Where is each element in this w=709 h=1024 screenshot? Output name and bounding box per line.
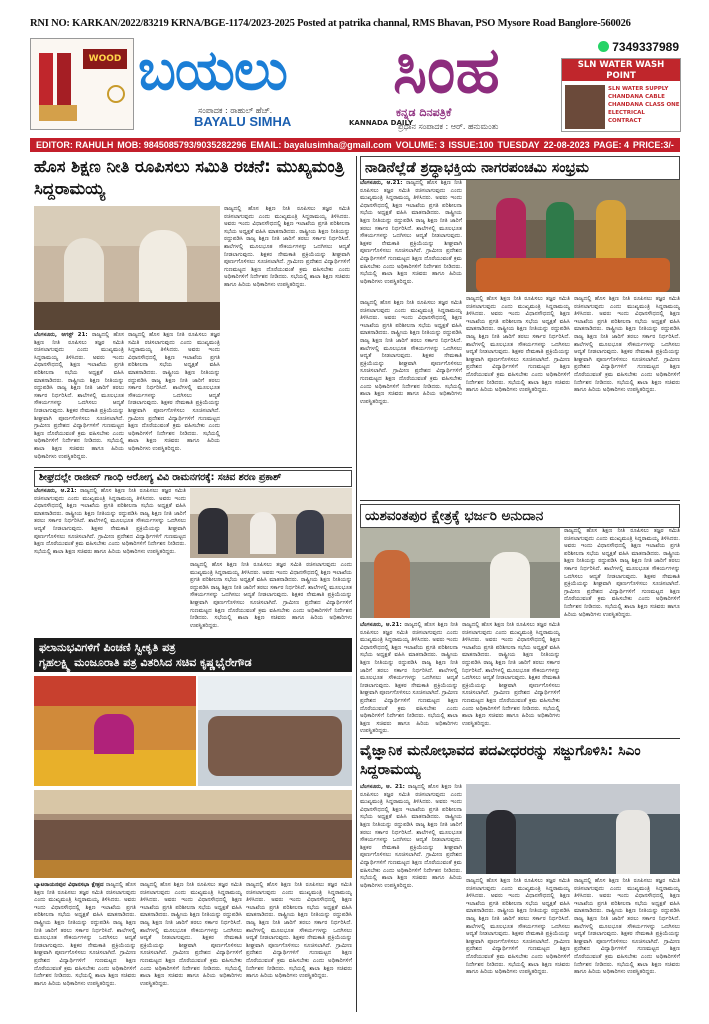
- price: PRICE:3/-: [632, 140, 674, 150]
- photo-group-event: [34, 790, 352, 878]
- volume: VOLUME: 3: [395, 140, 445, 150]
- subeditor-line: ಪ್ರಧಾನ ಸಂಪಾದಕ : ಆರ್. ಹನುಮಂತು: [398, 122, 499, 131]
- body-text: ರಾಜ್ಯದಲ್ಲಿ ಹೊಸ ಶಿಕ್ಷಣ ನೀತಿ ರೂಪಿಸಲು ತಜ್ಞರ ಸಮಿತಿ ರಚಿಸಲಾಗುವುದು ಎಂದು ಮುಖ್ಯಮಂತ್ರಿ ಸಿದ್ದರಾಮಯ್ಯ ತಿಳಿಸಿದರು. ಅವರು ಇಂದು ವಿಧಾನಸೌಧದಲ್ಲಿ ಶಿಕ್ಷಣ ಇಲಾಖೆಯ ಪ್ರಗತಿ ಪರಿಶೀಲನಾ ಸಭೆಯ ಅಧ್ಯಕ್ಷತೆ ವಹಿಸಿ ಮಾತನಾಡಿದರು. ರಾಷ್ಟ್ರೀಯ ಶಿಕ್ಷಣ ನೀತಿಯನ್ನು ರದ್ದುಪಡಿಸಿ ರಾಜ್ಯ ಶಿಕ್ಷಣ ನೀತಿ ಜಾರಿಗೆ ತರಲು ಸರ್ಕಾರ ನಿರ್ಧರಿಸಿದೆ. ಶಾಲೆಗಳಲ್ಲಿ ಮೂಲಭೂತ ಸೌಕರ್ಯಗಳನ್ನು ಒದಗಿಸಲು ಆದ್ಯತೆ ನೀಡಲಾಗುವುದು. ಶಿಕ್ಷಕರ ನೇಮಕಾತಿ ಪ್ರಕ್ರಿಯೆಯನ್ನು ಶೀಘ್ರವಾಗಿ ಪೂರ್ಣಗೊಳಿಸಲು ಸೂಚಿಸಲಾಗಿದೆ. ಗ್ರಾಮೀಣ ಪ್ರದೇಶದ ವಿದ್ಯಾರ್ಥಿಗಳಿಗೆ ಗುಣಮಟ್ಟದ ಶಿಕ್ಷಣ ದೊರೆಯುವಂತೆ ಕ್ರಮ ವಹಿಸಬೇಕು ಎಂದು ಅಧಿಕಾರಿಗಳಿಗೆ ನಿರ್ದೇಶನ ನೀಡಿದರು. ಸಭೆಯಲ್ಲಿ ಶಾಲಾ ಶಿಕ್ಷಣ ಸಚಿವರು ಹಾಗೂ ಹಿರಿಯ ಅಧಿಕಾರಿಗಳು ಉಪಸ್ಥಿತರಿದ್ದರು.: [34, 488, 186, 555]
- whatsapp-number-text: 7349337989: [612, 40, 679, 54]
- masthead-title-part1: ಬಯಲು: [138, 38, 287, 103]
- body-text: ರಾಜ್ಯದಲ್ಲಿ ಹೊಸ ಶಿಕ್ಷಣ ನೀತಿ ರೂಪಿಸಲು ತಜ್ಞರ ಸಮಿತಿ ರಚಿಸಲಾಗುವುದು ಎಂದು ಮುಖ್ಯಮಂತ್ರಿ ಸಿದ್ದರಾಮಯ್ಯ ತಿಳಿಸಿದರು. ಅವರು ಇಂದು ವಿಧಾನಸೌಧದಲ್ಲಿ ಶಿಕ್ಷಣ ಇಲಾಖೆಯ ಪ್ರಗತಿ ಪರಿಶೀಲನಾ ಸಭೆಯ ಅಧ್ಯಕ್ಷತೆ ವಹಿಸಿ ಮಾತನಾಡಿದರು. ರಾಷ್ಟ್ರೀಯ ಶಿಕ್ಷಣ ನೀತಿಯನ್ನು ರದ್ದುಪಡಿಸಿ ರಾಜ್ಯ ಶಿಕ್ಷಣ ನೀತಿ ಜಾರಿಗೆ ತರಲು ಸರ್ಕಾರ ನಿರ್ಧರಿಸಿದೆ. ಶಾಲೆಗಳಲ್ಲಿ ಮೂಲಭೂತ ಸೌಕರ್ಯಗಳನ್ನು ಒದಗಿಸಲು ಆದ್ಯತೆ ನೀಡಲಾಗುವುದು. ಶಿಕ್ಷಕರ ನೇಮಕಾತಿ ಪ್ರಕ್ರಿಯೆಯನ್ನು ಶೀಘ್ರವಾಗಿ ಪೂರ್ಣಗೊಳಿಸಲು ಸೂಚಿಸಲಾಗಿದೆ. ಗ್ರಾಮೀಣ ಪ್ರದೇಶದ ವಿದ್ಯಾರ್ಥಿಗಳಿಗೆ ಗುಣಮಟ್ಟದ ಶಿಕ್ಷಣ ದೊರೆಯುವಂತೆ ಕ್ರಮ ವಹಿಸಬೇಕು ಎಂದು ಅಧಿಕಾರಿಗಳಿಗೆ ನಿರ್ದೇಶನ ನೀಡಿದರು. ಸಭೆಯಲ್ಲಿ ಶಾಲಾ ಶಿಕ್ಷಣ ಸಚಿವರು ಹಾಗೂ ಹಿರಿಯ ಅಧಿಕಾರಿಗಳು ಉಪಸ್ಥಿತರಿದ್ದರು.: [360, 622, 458, 734]
- article-body: [34, 332, 124, 464]
- article-body: [360, 180, 462, 296]
- article-body: ರಾಜ್ಯದಲ್ಲಿ ಹೊಸ ಶಿಕ್ಷಣ ನೀತಿ ರೂಪಿಸಲು ತಜ್ಞರ ಸಮಿತಿ ರಚಿಸಲಾಗುವುದು ಎಂದು ಮುಖ್ಯಮಂತ್ರಿ ಸಿದ್ದರಾಮಯ್ಯ ತಿಳಿಸಿದರು. ಅವರು ಇಂದು ವಿಧಾನಸೌಧದಲ್ಲಿ ಶಿಕ್ಷಣ ಇಲಾಖೆಯ ಪ್ರಗತಿ ಪರಿಶೀಲನಾ ಸಭೆಯ ಅಧ್ಯಕ್ಷತೆ ವಹಿಸಿ ಮಾತನಾಡಿದರು. ರಾಷ್ಟ್ರೀಯ ಶಿಕ್ಷಣ ನೀತಿಯನ್ನು ರದ್ದುಪಡಿಸಿ ರಾಜ್ಯ ಶಿಕ್ಷಣ ನೀತಿ ಜಾರಿಗೆ ತರಲು ಸರ್ಕಾರ ನಿರ್ಧರಿಸಿದೆ. ಶಾಲೆಗಳಲ್ಲಿ ಮೂಲಭೂತ ಸೌಕರ್ಯಗಳನ್ನು ಒದಗಿಸಲು ಆದ್ಯತೆ ನೀಡಲಾಗುವುದು. ಶಿಕ್ಷಕರ ನೇಮಕಾತಿ ಪ್ರಕ್ರಿಯೆಯನ್ನು ಶೀಘ್ರವಾಗಿ ಪೂರ್ಣಗೊಳಿಸಲು ಸೂಚಿಸಲಾಗಿದೆ. ಗ್ರಾಮೀಣ ಪ್ರದೇಶದ ವಿದ್ಯಾರ್ಥಿಗಳಿಗೆ ಗುಣಮಟ್ಟದ ಶಿಕ್ಷಣ ದೊರೆಯುವಂತೆ ಕ್ರಮ ವಹಿಸಬೇಕು ಎಂದು ಅಧಿಕಾರಿಗಳಿಗೆ ನಿರ್ದೇಶನ ನೀಡಿದರು. ಸಭೆಯಲ್ಲಿ ಶಾಲಾ ಶಿಕ್ಷಣ ಸಚಿವರು ಹಾಗೂ ಹಿರಿಯ ಅಧಿಕಾರಿಗಳು ಉಪಸ್ಥಿತರಿದ್ದರು.: [246, 882, 352, 980]
- weekday: TUESDAY: [497, 140, 540, 150]
- headline-line: ಫಲಾನುಭವಿಗಳಿಗೆ ಪಿಂಚಣಿ ಸ್ವೀಕೃತಿ ಪತ್ರ: [39, 641, 176, 654]
- ad-services: [608, 85, 680, 125]
- body-text: ರಾಜ್ಯದಲ್ಲಿ ಹೊಸ ಶಿಕ್ಷಣ ನೀತಿ ರೂಪಿಸಲು ತಜ್ಞರ ಸಮಿತಿ ರಚಿಸಲಾಗುವುದು ಎಂದು ಮುಖ್ಯಮಂತ್ರಿ ಸಿದ್ದರಾಮಯ್ಯ ತಿಳಿಸಿದರು. ಅವರು ಇಂದು ವಿಧಾನಸೌಧದಲ್ಲಿ ಶಿಕ್ಷಣ ಇಲಾಖೆಯ ಪ್ರಗತಿ ಪರಿಶೀಲನಾ ಸಭೆಯ ಅಧ್ಯಕ್ಷತೆ ವಹಿಸಿ ಮಾತನಾಡಿದರು. ರಾಷ್ಟ್ರೀಯ ಶಿಕ್ಷಣ ನೀತಿಯನ್ನು ರದ್ದುಪಡಿಸಿ ರಾಜ್ಯ ಶಿಕ್ಷಣ ನೀತಿ ಜಾರಿಗೆ ತರಲು ಸರ್ಕಾರ ನಿರ್ಧರಿಸಿದೆ. ಶಾಲೆಗಳಲ್ಲಿ ಮೂಲಭೂತ ಸೌಕರ್ಯಗಳನ್ನು ಒದಗಿಸಲು ಆದ್ಯತೆ ನೀಡಲಾಗುವುದು. ಶಿಕ್ಷಕರ ನೇಮಕಾತಿ ಪ್ರಕ್ರಿಯೆಯನ್ನು ಶೀಘ್ರವಾಗಿ ಪೂರ್ಣಗೊಳಿಸಲು ಸೂಚಿಸಲಾಗಿದೆ. ಗ್ರಾಮೀಣ ಪ್ರದೇಶದ ವಿದ್ಯಾರ್ಥಿಗಳಿಗೆ ಗುಣಮಟ್ಟದ ಶಿಕ್ಷಣ ದೊರೆಯುವಂತೆ ಕ್ರಮ ವಹಿಸಬೇಕು ಎಂದು ಅಧಿಕಾರಿಗಳಿಗೆ ನಿರ್ದೇಶನ ನೀಡಿದರು. ಸಭೆಯಲ್ಲಿ ಶಾಲಾ ಶಿಕ್ಷಣ ಸಚಿವರು ಹಾಗೂ ಹಿರಿಯ ಅಧಿಕಾರಿಗಳು ಉಪಸ್ಥಿತರಿದ್ದರು.: [34, 332, 124, 460]
- issue: ISSUE:100: [448, 140, 494, 150]
- photo-beneficiaries: [198, 676, 352, 786]
- body-text: ರಾಜ್ಯದಲ್ಲಿ ಹೊಸ ಶಿಕ್ಷಣ ನೀತಿ ರೂಪಿಸಲು ತಜ್ಞರ ಸಮಿತಿ ರಚಿಸಲಾಗುವುದು ಎಂದು ಮುಖ್ಯಮಂತ್ರಿ ಸಿದ್ದರಾಮಯ್ಯ ತಿಳಿಸಿದರು. ಅವರು ಇಂದು ವಿಧಾನಸೌಧದಲ್ಲಿ ಶಿಕ್ಷಣ ಇಲಾಖೆಯ ಪ್ರಗತಿ ಪರಿಶೀಲನಾ ಸಭೆಯ ಅಧ್ಯಕ್ಷತೆ ವಹಿಸಿ ಮಾತನಾಡಿದರು. ರಾಷ್ಟ್ರೀಯ ಶಿಕ್ಷಣ ನೀತಿಯನ್ನು ರದ್ದುಪಡಿಸಿ ರಾಜ್ಯ ಶಿಕ್ಷಣ ನೀತಿ ಜಾರಿಗೆ ತರಲು ಸರ್ಕಾರ ನಿರ್ಧರಿಸಿದೆ. ಶಾಲೆಗಳಲ್ಲಿ ಮೂಲಭೂತ ಸೌಕರ್ಯಗಳನ್ನು ಒದಗಿಸಲು ಆದ್ಯತೆ ನೀಡಲಾಗುವುದು. ಶಿಕ್ಷಕರ ನೇಮಕಾತಿ ಪ್ರಕ್ರಿಯೆಯನ್ನು ಶೀಘ್ರವಾಗಿ ಪೂರ್ಣಗೊಳಿಸಲು ಸೂಚಿಸಲಾಗಿದೆ. ಗ್ರಾಮೀಣ ಪ್ರದೇಶದ ವಿದ್ಯಾರ್ಥಿಗಳಿಗೆ ಗುಣಮಟ್ಟದ ಶಿಕ್ಷಣ ದೊರೆಯುವಂತೆ ಕ್ರಮ ವಹಿಸಬೇಕು ಎಂದು ಅಧಿಕಾರಿಗಳಿಗೆ ನಿರ್ದೇಶನ ನೀಡಿದರು. ಸಭೆಯಲ್ಲಿ ಶಾಲಾ ಶಿಕ್ಷಣ ಸಚಿವರು ಹಾಗೂ ಹಿರಿಯ ಅಧಿಕಾರಿಗಳು ಉಪಸ್ಥಿತರಿದ್ದರು.: [360, 784, 462, 889]
- divider: [34, 467, 352, 468]
- ad-title: SLN WATER WASH POINT: [562, 59, 680, 81]
- masthead-tagline: ಕನ್ನಡ ದಿನಪತ್ರಿಕೆ: [396, 106, 452, 119]
- editor-name: EDITOR: RAHULH: [36, 140, 114, 150]
- whatsapp-number: [598, 40, 679, 54]
- divider: [360, 500, 680, 501]
- article-body: ರಾಜ್ಯದಲ್ಲಿ ಹೊಸ ಶಿಕ್ಷಣ ನೀತಿ ರೂಪಿಸಲು ತಜ್ಞರ ಸಮಿತಿ ರಚಿಸಲಾಗುವುದು ಎಂದು ಮುಖ್ಯಮಂತ್ರಿ ಸಿದ್ದರಾಮಯ್ಯ ತಿಳಿಸಿದರು. ಅವರು ಇಂದು ವಿಧಾನಸೌಧದಲ್ಲಿ ಶಿಕ್ಷಣ ಇಲಾಖೆಯ ಪ್ರಗತಿ ಪರಿಶೀಲನಾ ಸಭೆಯ ಅಧ್ಯಕ್ಷತೆ ವಹಿಸಿ ಮಾತನಾಡಿದರು. ರಾಷ್ಟ್ರೀಯ ಶಿಕ್ಷಣ ನೀತಿಯನ್ನು ರದ್ದುಪಡಿಸಿ ರಾಜ್ಯ ಶಿಕ್ಷಣ ನೀತಿ ಜಾರಿಗೆ ತರಲು ಸರ್ಕಾರ ನಿರ್ಧರಿಸಿದೆ. ಶಾಲೆಗಳಲ್ಲಿ ಮೂಲಭೂತ ಸೌಕರ್ಯಗಳನ್ನು ಒದಗಿಸಲು ಆದ್ಯತೆ ನೀಡಲಾಗುವುದು. ಶಿಕ್ಷಕರ ನೇಮಕಾತಿ ಪ್ರಕ್ರಿಯೆಯನ್ನು ಶೀಘ್ರವಾಗಿ ಪೂರ್ಣಗೊಳಿಸಲು ಸೂಚಿಸಲಾಗಿದೆ. ಗ್ರಾಮೀಣ ಪ್ರದೇಶದ ವಿದ್ಯಾರ್ಥಿಗಳಿಗೆ ಗುಣಮಟ್ಟದ ಶಿಕ್ಷಣ ದೊರೆಯುವಂತೆ ಕ್ರಮ ವಹಿಸಬೇಕು ಎಂದು ಅಧಿಕಾರಿಗಳಿಗೆ ನಿರ್ದೇಶನ ನೀಡಿದರು. ಸಭೆಯಲ್ಲಿ ಶಾಲಾ ಶಿಕ್ಷಣ ಸಚಿವರು ಹಾಗೂ ಹಿರಿಯ ಅಧಿಕಾರಿಗಳು ಉಪಸ್ಥಿತರಿದ್ದರು.: [466, 296, 570, 394]
- ad-service-line: CHANDANA CLASS ONE: [608, 102, 680, 108]
- headline-pension-letters: [34, 638, 352, 672]
- newspaper-page: [24, 14, 687, 1014]
- ad-service-line: CHANDANA CABLE: [608, 94, 665, 100]
- issue-date: 22-08-2023: [543, 140, 590, 150]
- article-body: [34, 488, 186, 634]
- ad-product-image: [57, 53, 71, 113]
- ad-product-image: [39, 53, 53, 113]
- article-body: ರಾಜ್ಯದಲ್ಲಿ ಹೊಸ ಶಿಕ್ಷಣ ನೀತಿ ರೂಪಿಸಲು ತಜ್ಞರ ಸಮಿತಿ ರಚಿಸಲಾಗುವುದು ಎಂದು ಮುಖ್ಯಮಂತ್ರಿ ಸಿದ್ದರಾಮಯ್ಯ ತಿಳಿಸಿದರು. ಅವರು ಇಂದು ವಿಧಾನಸೌಧದಲ್ಲಿ ಶಿಕ್ಷಣ ಇಲಾಖೆಯ ಪ್ರಗತಿ ಪರಿಶೀಲನಾ ಸಭೆಯ ಅಧ್ಯಕ್ಷತೆ ವಹಿಸಿ ಮಾತನಾಡಿದರು. ರಾಷ್ಟ್ರೀಯ ಶಿಕ್ಷಣ ನೀತಿಯನ್ನು ರದ್ದುಪಡಿಸಿ ರಾಜ್ಯ ಶಿಕ್ಷಣ ನೀತಿ ಜಾರಿಗೆ ತರಲು ಸರ್ಕಾರ ನಿರ್ಧರಿಸಿದೆ. ಶಾಲೆಗಳಲ್ಲಿ ಮೂಲಭೂತ ಸೌಕರ್ಯಗಳನ್ನು ಒದಗಿಸಲು ಆದ್ಯತೆ ನೀಡಲಾಗುವುದು. ಶಿಕ್ಷಕರ ನೇಮಕಾತಿ ಪ್ರಕ್ರಿಯೆಯನ್ನು ಶೀಘ್ರವಾಗಿ ಪೂರ್ಣಗೊಳಿಸಲು ಸೂಚಿಸಲಾಗಿದೆ. ಗ್ರಾಮೀಣ ಪ್ರದೇಶದ ವಿದ್ಯಾರ್ಥಿಗಳಿಗೆ ಗುಣಮಟ್ಟದ ಶಿಕ್ಷಣ ದೊರೆಯುವಂತೆ ಕ್ರಮ ವಹಿಸಬೇಕು ಎಂದು ಅಧಿಕಾರಿಗಳಿಗೆ ನಿರ್ದೇಶನ ನೀಡಿದರು. ಸಭೆಯಲ್ಲಿ ಶಾಲಾ ಶಿಕ್ಷಣ ಸಚಿವರು ಹಾಗೂ ಹಿರಿಯ ಅಧಿಕಾರಿಗಳು ಉಪಸ್ಥಿತರಿದ್ದರು.: [140, 882, 242, 987]
- article-body: [360, 784, 462, 1012]
- dateline: ಬ್ಯಾಟರಾಯನಪುರ ವಿಧಾನಸಭಾ ಕ್ಷೇತ್ರದ: [34, 882, 104, 888]
- body-text: ರಾಜ್ಯದಲ್ಲಿ ಹೊಸ ಶಿಕ್ಷಣ ನೀತಿ ರೂಪಿಸಲು ತಜ್ಞರ ಸಮಿತಿ ರಚಿಸಲಾಗುವುದು ಎಂದು ಮುಖ್ಯಮಂತ್ರಿ ಸಿದ್ದರಾಮಯ್ಯ ತಿಳಿಸಿದರು. ಅವರು ಇಂದು ವಿಧಾನಸೌಧದಲ್ಲಿ ಶಿಕ್ಷಣ ಇಲಾಖೆಯ ಪ್ರಗತಿ ಪರಿಶೀಲನಾ ಸಭೆಯ ಅಧ್ಯಕ್ಷತೆ ವಹಿಸಿ ಮಾತನಾಡಿದರು. ರಾಷ್ಟ್ರೀಯ ಶಿಕ್ಷಣ ನೀತಿಯನ್ನು ರದ್ದುಪಡಿಸಿ ರಾಜ್ಯ ಶಿಕ್ಷಣ ನೀತಿ ಜಾರಿಗೆ ತರಲು ಸರ್ಕಾರ ನಿರ್ಧರಿಸಿದೆ. ಶಾಲೆಗಳಲ್ಲಿ ಮೂಲಭೂತ ಸೌಕರ್ಯಗಳನ್ನು ಒದಗಿಸಲು ಆದ್ಯತೆ ನೀಡಲಾಗುವುದು. ಶಿಕ್ಷಕರ ನೇಮಕಾತಿ ಪ್ರಕ್ರಿಯೆಯನ್ನು ಶೀಘ್ರವಾಗಿ ಪೂರ್ಣಗೊಳಿಸಲು ಸೂಚಿಸಲಾಗಿದೆ. ಗ್ರಾಮೀಣ ಪ್ರದೇಶದ ವಿದ್ಯಾರ್ಥಿಗಳಿಗೆ ಗುಣಮಟ್ಟದ ಶಿಕ್ಷಣ ದೊರೆಯುವಂತೆ ಕ್ರಮ ವಹಿಸಬೇಕು ಎಂದು ಅಧಿಕಾರಿಗಳಿಗೆ ನಿರ್ದೇಶನ ನೀಡಿದರು. ಸಭೆಯಲ್ಲಿ ಶಾಲಾ ಶಿಕ್ಷಣ ಸಚಿವರು ಹಾಗೂ ಹಿರಿಯ ಅಧಿಕಾರಿಗಳು ಉಪಸ್ಥಿತರಿದ್ದರು.: [360, 180, 462, 285]
- masthead-title-english: BAYALU SIMHA: [194, 114, 292, 129]
- whatsapp-icon: [598, 41, 609, 52]
- headline-health-university: ಶೀಘ್ರದಲ್ಲೇ ರಾಜೀವ್ ಗಾಂಧಿ ಆರೋಗ್ಯ ವಿವಿ ರಾಮನಗರಕ್ಕೆ: ಸಚಿವ ಶರಣ ಪ್ರಕಾಶ್: [34, 470, 352, 487]
- headline-nagarapanchami: ನಾಡಿನೆಲ್ಲೆಡೆ ಶ್ರದ್ಧಾಭಕ್ತಿಯ ನಾಗರಪಂಚಮಿ ಸಂಭ್ರಮ: [360, 156, 680, 180]
- article-body: [34, 882, 136, 1012]
- ad-product-image: [39, 105, 77, 121]
- dateline: ಬೆಂಗಳೂರು, ಆ.21:: [360, 180, 403, 186]
- info-bar: [30, 138, 680, 152]
- dateline: ಬೆಂಗಳೂರು, ಆ.21:: [360, 622, 402, 628]
- article-body: ರಾಜ್ಯದಲ್ಲಿ ಹೊಸ ಶಿಕ್ಷಣ ನೀತಿ ರೂಪಿಸಲು ತಜ್ಞರ ಸಮಿತಿ ರಚಿಸಲಾಗುವುದು ಎಂದು ಮುಖ್ಯಮಂತ್ರಿ ಸಿದ್ದರಾಮಯ್ಯ ತಿಳಿಸಿದರು. ಅವರು ಇಂದು ವಿಧಾನಸೌಧದಲ್ಲಿ ಶಿಕ್ಷಣ ಇಲಾಖೆಯ ಪ್ರಗತಿ ಪರಿಶೀಲನಾ ಸಭೆಯ ಅಧ್ಯಕ್ಷತೆ ವಹಿಸಿ ಮಾತನಾಡಿದರು. ರಾಷ್ಟ್ರೀಯ ಶಿಕ್ಷಣ ನೀತಿಯನ್ನು ರದ್ದುಪಡಿಸಿ ರಾಜ್ಯ ಶಿಕ್ಷಣ ನೀತಿ ಜಾರಿಗೆ ತರಲು ಸರ್ಕಾರ ನಿರ್ಧರಿಸಿದೆ. ಶಾಲೆಗಳಲ್ಲಿ ಮೂಲಭೂತ ಸೌಕರ್ಯಗಳನ್ನು ಒದಗಿಸಲು ಆದ್ಯತೆ ನೀಡಲಾಗುವುದು. ಶಿಕ್ಷಕರ ನೇಮಕಾತಿ ಪ್ರಕ್ರಿಯೆಯನ್ನು ಶೀಘ್ರವಾಗಿ ಪೂರ್ಣಗೊಳಿಸಲು ಸೂಚಿಸಲಾಗಿದೆ. ಗ್ರಾಮೀಣ ಪ್ರದೇಶದ ವಿದ್ಯಾರ್ಥಿಗಳಿಗೆ ಗುಣಮಟ್ಟದ ಶಿಕ್ಷಣ ದೊರೆಯುವಂತೆ ಕ್ರಮ ವಹಿಸಬೇಕು ಎಂದು ಅಧಿಕಾರಿಗಳಿಗೆ ನಿರ್ದೇಶನ ನೀಡಿದರು. ಸಭೆಯಲ್ಲಿ ಶಾಲಾ ಶಿಕ್ಷಣ ಸಚಿವರು ಹಾಗೂ ಹಿರಿಯ ಅಧಿಕಾರಿಗಳು ಉಪಸ್ಥಿತರಿದ್ದರು.: [466, 878, 570, 976]
- editor-line: ಸಂಪಾದಕ : ರಾಹುಲ್ ಹೆಚ್.: [198, 106, 273, 115]
- article-body: ರಾಜ್ಯದಲ್ಲಿ ಹೊಸ ಶಿಕ್ಷಣ ನೀತಿ ರೂಪಿಸಲು ತಜ್ಞರ ಸಮಿತಿ ರಚಿಸಲಾಗುವುದು ಎಂದು ಮುಖ್ಯಮಂತ್ರಿ ಸಿದ್ದರಾಮಯ್ಯ ತಿಳಿಸಿದರು. ಅವರು ಇಂದು ವಿಧಾನಸೌಧದಲ್ಲಿ ಶಿಕ್ಷಣ ಇಲಾಖೆಯ ಪ್ರಗತಿ ಪರಿಶೀಲನಾ ಸಭೆಯ ಅಧ್ಯಕ್ಷತೆ ವಹಿಸಿ ಮಾತನಾಡಿದರು. ರಾಷ್ಟ್ರೀಯ ಶಿಕ್ಷಣ ನೀತಿಯನ್ನು ರದ್ದುಪಡಿಸಿ ರಾಜ್ಯ ಶಿಕ್ಷಣ ನೀತಿ ಜಾರಿಗೆ ತರಲು ಸರ್ಕಾರ ನಿರ್ಧರಿಸಿದೆ. ಶಾಲೆಗಳಲ್ಲಿ ಮೂಲಭೂತ ಸೌಕರ್ಯಗಳನ್ನು ಒದಗಿಸಲು ಆದ್ಯತೆ ನೀಡಲಾಗುವುದು. ಶಿಕ್ಷಕರ ನೇಮಕಾತಿ ಪ್ರಕ್ರಿಯೆಯನ್ನು ಶೀಘ್ರವಾಗಿ ಪೂರ್ಣಗೊಳಿಸಲು ಸೂಚಿಸಲಾಗಿದೆ. ಗ್ರಾಮೀಣ ಪ್ರದೇಶದ ವಿದ್ಯಾರ್ಥಿಗಳಿಗೆ ಗುಣಮಟ್ಟದ ಶಿಕ್ಷಣ ದೊರೆಯುವಂತೆ ಕ್ರಮ ವಹಿಸಬೇಕು ಎಂದು ಅಧಿಕಾರಿಗಳಿಗೆ ನಿರ್ದೇಶನ ನೀಡಿದರು. ಸಭೆಯಲ್ಲಿ ಶಾಲಾ ಶಿಕ್ಷಣ ಸಚಿವರು ಹಾಗೂ ಹಿರಿಯ ಅಧಿಕಾರಿಗಳು ಉಪಸ್ಥಿತರಿದ್ದರು.: [462, 622, 560, 727]
- article-body: ರಾಜ್ಯದಲ್ಲಿ ಹೊಸ ಶಿಕ್ಷಣ ನೀತಿ ರೂಪಿಸಲು ತಜ್ಞರ ಸಮಿತಿ ರಚಿಸಲಾಗುವುದು ಎಂದು ಮುಖ್ಯಮಂತ್ರಿ ಸಿದ್ದರಾಮಯ್ಯ ತಿಳಿಸಿದರು. ಅವರು ಇಂದು ವಿಧಾನಸೌಧದಲ್ಲಿ ಶಿಕ್ಷಣ ಇಲಾಖೆಯ ಪ್ರಗತಿ ಪರಿಶೀಲನಾ ಸಭೆಯ ಅಧ್ಯಕ್ಷತೆ ವಹಿಸಿ ಮಾತನಾಡಿದರು. ರಾಷ್ಟ್ರೀಯ ಶಿಕ್ಷಣ ನೀತಿಯನ್ನು ರದ್ದುಪಡಿಸಿ ರಾಜ್ಯ ಶಿಕ್ಷಣ ನೀತಿ ಜಾರಿಗೆ ತರಲು ಸರ್ಕಾರ ನಿರ್ಧರಿಸಿದೆ. ಶಾಲೆಗಳಲ್ಲಿ ಮೂಲಭೂತ ಸೌಕರ್ಯಗಳನ್ನು ಒದಗಿಸಲು ಆದ್ಯತೆ ನೀಡಲಾಗುವುದು. ಶಿಕ್ಷಕರ ನೇಮಕಾತಿ ಪ್ರಕ್ರಿಯೆಯನ್ನು ಶೀಘ್ರವಾಗಿ ಪೂರ್ಣಗೊಳಿಸಲು ಸೂಚಿಸಲಾಗಿದೆ. ಗ್ರಾಮೀಣ ಪ್ರದೇಶದ ವಿದ್ಯಾರ್ಥಿಗಳಿಗೆ ಗುಣಮಟ್ಟದ ಶಿಕ್ಷಣ ದೊರೆಯುವಂತೆ ಕ್ರಮ ವಹಿಸಬೇಕು ಎಂದು ಅಧಿಕಾರಿಗಳಿಗೆ ನಿರ್ದೇಶನ ನೀಡಿದರು. ಸಭೆಯಲ್ಲಿ ಶಾಲಾ ಶಿಕ್ಷಣ ಸಚಿವರು ಹಾಗೂ ಹಿರಿಯ ಅಧಿಕಾರಿಗಳು ಉಪಸ್ಥಿತರಿದ್ದರು.: [574, 296, 680, 394]
- headline-line: ಗೃಹಲಕ್ಷ್ಮಿ ಮಂಜೂರಾತಿ ಪತ್ರ ವಿತರಿಸಿದ ಸಚಿವ ಕೃಷ್ಣಭೈರೇಗೌಡ: [39, 656, 252, 669]
- photo-nagarapanchami-puja: [466, 180, 680, 292]
- ad-brand-label: WOOD: [83, 49, 127, 69]
- photo-convocation: [466, 784, 680, 874]
- dateline: ಬೆಂಗಳೂರು, ಆ. 21:: [360, 784, 405, 790]
- article-body: ರಾಜ್ಯದಲ್ಲಿ ಹೊಸ ಶಿಕ್ಷಣ ನೀತಿ ರೂಪಿಸಲು ತಜ್ಞರ ಸಮಿತಿ ರಚಿಸಲಾಗುವುದು ಎಂದು ಮುಖ್ಯಮಂತ್ರಿ ಸಿದ್ದರಾಮಯ್ಯ ತಿಳಿಸಿದರು. ಅವರು ಇಂದು ವಿಧಾನಸೌಧದಲ್ಲಿ ಶಿಕ್ಷಣ ಇಲಾಖೆಯ ಪ್ರಗತಿ ಪರಿಶೀಲನಾ ಸಭೆಯ ಅಧ್ಯಕ್ಷತೆ ವಹಿಸಿ ಮಾತನಾಡಿದರು. ರಾಷ್ಟ್ರೀಯ ಶಿಕ್ಷಣ ನೀತಿಯನ್ನು ರದ್ದುಪಡಿಸಿ ರಾಜ್ಯ ಶಿಕ್ಷಣ ನೀತಿ ಜಾರಿಗೆ ತರಲು ಸರ್ಕಾರ ನಿರ್ಧರಿಸಿದೆ. ಶಾಲೆಗಳಲ್ಲಿ ಮೂಲಭೂತ ಸೌಕರ್ಯಗಳನ್ನು ಒದಗಿಸಲು ಆದ್ಯತೆ ನೀಡಲಾಗುವುದು. ಶಿಕ್ಷಕರ ನೇಮಕಾತಿ ಪ್ರಕ್ರಿಯೆಯನ್ನು ಶೀಘ್ರವಾಗಿ ಪೂರ್ಣಗೊಳಿಸಲು ಸೂಚಿಸಲಾಗಿದೆ. ಗ್ರಾಮೀಣ ಪ್ರದೇಶದ ವಿದ್ಯಾರ್ಥಿಗಳಿಗೆ ಗುಣಮಟ್ಟದ ಶಿಕ್ಷಣ ದೊರೆಯುವಂತೆ ಕ್ರಮ ವಹಿಸಬೇಕು ಎಂದು ಅಧಿಕಾರಿಗಳಿಗೆ ನಿರ್ದೇಶನ ನೀಡಿದರು. ಸಭೆಯಲ್ಲಿ ಶಾಲಾ ಶಿಕ್ಷಣ ಸಚಿವರು ಹಾಗೂ ಹಿರಿಯ ಅಧಿಕಾರಿಗಳು ಉಪಸ್ಥಿತರಿದ್ದರು.: [564, 528, 680, 618]
- left-advertisement: [30, 38, 134, 130]
- article-body: ರಾಜ್ಯದಲ್ಲಿ ಹೊಸ ಶಿಕ್ಷಣ ನೀತಿ ರೂಪಿಸಲು ತಜ್ಞರ ಸಮಿತಿ ರಚಿಸಲಾಗುವುದು ಎಂದು ಮುಖ್ಯಮಂತ್ರಿ ಸಿದ್ದರಾಮಯ್ಯ ತಿಳಿಸಿದರು. ಅವರು ಇಂದು ವಿಧಾನಸೌಧದಲ್ಲಿ ಶಿಕ್ಷಣ ಇಲಾಖೆಯ ಪ್ರಗತಿ ಪರಿಶೀಲನಾ ಸಭೆಯ ಅಧ್ಯಕ್ಷತೆ ವಹಿಸಿ ಮಾತನಾಡಿದರು. ರಾಷ್ಟ್ರೀಯ ಶಿಕ್ಷಣ ನೀತಿಯನ್ನು ರದ್ದುಪಡಿಸಿ ರಾಜ್ಯ ಶಿಕ್ಷಣ ನೀತಿ ಜಾರಿಗೆ ತರಲು ಸರ್ಕಾರ ನಿರ್ಧರಿಸಿದೆ. ಶಾಲೆಗಳಲ್ಲಿ ಮೂಲಭೂತ ಸೌಕರ್ಯಗಳನ್ನು ಒದಗಿಸಲು ಆದ್ಯತೆ ನೀಡಲಾಗುವುದು. ಶಿಕ್ಷಕರ ನೇಮಕಾತಿ ಪ್ರಕ್ರಿಯೆಯನ್ನು ಶೀಘ್ರವಾಗಿ ಪೂರ್ಣಗೊಳಿಸಲು ಸೂಚಿಸಲಾಗಿದೆ. ಗ್ರಾಮೀಣ ಪ್ರದೇಶದ ವಿದ್ಯಾರ್ಥಿಗಳಿಗೆ ಗುಣಮಟ್ಟದ ಶಿಕ್ಷಣ ದೊರೆಯುವಂತೆ ಕ್ರಮ ವಹಿಸಬೇಕು ಎಂದು ಅಧಿಕಾರಿಗಳಿಗೆ ನಿರ್ದೇಶನ ನೀಡಿದರು. ಸಭೆಯಲ್ಲಿ ಶಾಲಾ ಶಿಕ್ಷಣ ಸಚಿವರು ಹಾಗೂ ಹಿರಿಯ ಅಧಿಕಾರಿಗಳು ಉಪಸ್ಥಿತರಿದ್ದರು.: [574, 878, 680, 976]
- masthead-title-part2: ಸಿಂಹ: [393, 34, 500, 108]
- photo-cm-meeting: [34, 206, 220, 330]
- photo-minister-meeting: [190, 488, 352, 558]
- article-body: ರಾಜ್ಯದಲ್ಲಿ ಹೊಸ ಶಿಕ್ಷಣ ನೀತಿ ರೂಪಿಸಲು ತಜ್ಞರ ಸಮಿತಿ ರಚಿಸಲಾಗುವುದು ಎಂದು ಮುಖ್ಯಮಂತ್ರಿ ಸಿದ್ದರಾಮಯ್ಯ ತಿಳಿಸಿದರು. ಅವರು ಇಂದು ವಿಧಾನಸೌಧದಲ್ಲಿ ಶಿಕ್ಷಣ ಇಲಾಖೆಯ ಪ್ರಗತಿ ಪರಿಶೀಲನಾ ಸಭೆಯ ಅಧ್ಯಕ್ಷತೆ ವಹಿಸಿ ಮಾತನಾಡಿದರು. ರಾಷ್ಟ್ರೀಯ ಶಿಕ್ಷಣ ನೀತಿಯನ್ನು ರದ್ದುಪಡಿಸಿ ರಾಜ್ಯ ಶಿಕ್ಷಣ ನೀತಿ ಜಾರಿಗೆ ತರಲು ಸರ್ಕಾರ ನಿರ್ಧರಿಸಿದೆ. ಶಾಲೆಗಳಲ್ಲಿ ಮೂಲಭೂತ ಸೌಕರ್ಯಗಳನ್ನು ಒದಗಿಸಲು ಆದ್ಯತೆ ನೀಡಲಾಗುವುದು. ಶಿಕ್ಷಕರ ನೇಮಕಾತಿ ಪ್ರಕ್ರಿಯೆಯನ್ನು ಶೀಘ್ರವಾಗಿ ಪೂರ್ಣಗೊಳಿಸಲು ಸೂಚಿಸಲಾಗಿದೆ. ಗ್ರಾಮೀಣ ಪ್ರದೇಶದ ವಿದ್ಯಾರ್ಥಿಗಳಿಗೆ ಗುಣಮಟ್ಟದ ಶಿಕ್ಷಣ ದೊರೆಯುವಂತೆ ಕ್ರಮ ವಹಿಸಬೇಕು ಎಂದು ಅಧಿಕಾರಿಗಳಿಗೆ ನಿರ್ದೇಶನ ನೀಡಿದರು. ಸಭೆಯಲ್ಲಿ ಶಾಲಾ ಶಿಕ್ಷಣ ಸಚಿವರು ಹಾಗೂ ಹಿರಿಯ ಅಧಿಕಾರಿಗಳು ಉಪಸ್ಥಿತರಿದ್ದರು.: [128, 332, 220, 452]
- article-body: ರಾಜ್ಯದಲ್ಲಿ ಹೊಸ ಶಿಕ್ಷಣ ನೀತಿ ರೂಪಿಸಲು ತಜ್ಞರ ಸಮಿತಿ ರಚಿಸಲಾಗುವುದು ಎಂದು ಮುಖ್ಯಮಂತ್ರಿ ಸಿದ್ದರಾಮಯ್ಯ ತಿಳಿಸಿದರು. ಅವರು ಇಂದು ವಿಧಾನಸೌಧದಲ್ಲಿ ಶಿಕ್ಷಣ ಇಲಾಖೆಯ ಪ್ರಗತಿ ಪರಿಶೀಲನಾ ಸಭೆಯ ಅಧ್ಯಕ್ಷತೆ ವಹಿಸಿ ಮಾತನಾಡಿದರು. ರಾಷ್ಟ್ರೀಯ ಶಿಕ್ಷಣ ನೀತಿಯನ್ನು ರದ್ದುಪಡಿಸಿ ರಾಜ್ಯ ಶಿಕ್ಷಣ ನೀತಿ ಜಾರಿಗೆ ತರಲು ಸರ್ಕಾರ ನಿರ್ಧರಿಸಿದೆ. ಶಾಲೆಗಳಲ್ಲಿ ಮೂಲಭೂತ ಸೌಕರ್ಯಗಳನ್ನು ಒದಗಿಸಲು ಆದ್ಯತೆ ನೀಡಲಾಗುವುದು. ಶಿಕ್ಷಕರ ನೇಮಕಾತಿ ಪ್ರಕ್ರಿಯೆಯನ್ನು ಶೀಘ್ರವಾಗಿ ಪೂರ್ಣಗೊಳಿಸಲು ಸೂಚಿಸಲಾಗಿದೆ. ಗ್ರಾಮೀಣ ಪ್ರದೇಶದ ವಿದ್ಯಾರ್ಥಿಗಳಿಗೆ ಗುಣಮಟ್ಟದ ಶಿಕ್ಷಣ ದೊರೆಯುವಂತೆ ಕ್ರಮ ವಹಿಸಬೇಕು ಎಂದು ಅಧಿಕಾರಿಗಳಿಗೆ ನಿರ್ದೇಶನ ನೀಡಿದರು. ಸಭೆಯಲ್ಲಿ ಶಾಲಾ ಶಿಕ್ಷಣ ಸಚಿವರು ಹಾಗೂ ಹಿರಿಯ ಅಧಿಕಾರಿಗಳು ಉಪಸ್ಥಿತರಿದ್ದರು.: [224, 206, 350, 288]
- registration-line: RNI NO: KARKAN/2022/83219 KRNA/BGE-1174/2023-2025 Posted at patrika channal, RMS Bhavan, PSO Mysore Road Banglore-560026: [30, 18, 631, 29]
- article-body: ರಾಜ್ಯದಲ್ಲಿ ಹೊಸ ಶಿಕ್ಷಣ ನೀತಿ ರೂಪಿಸಲು ತಜ್ಞರ ಸಮಿತಿ ರಚಿಸಲಾಗುವುದು ಎಂದು ಮುಖ್ಯಮಂತ್ರಿ ಸಿದ್ದರಾಮಯ್ಯ ತಿಳಿಸಿದರು. ಅವರು ಇಂದು ವಿಧಾನಸೌಧದಲ್ಲಿ ಶಿಕ್ಷಣ ಇಲಾಖೆಯ ಪ್ರಗತಿ ಪರಿಶೀಲನಾ ಸಭೆಯ ಅಧ್ಯಕ್ಷತೆ ವಹಿಸಿ ಮಾತನಾಡಿದರು. ರಾಷ್ಟ್ರೀಯ ಶಿಕ್ಷಣ ನೀತಿಯನ್ನು ರದ್ದುಪಡಿಸಿ ರಾಜ್ಯ ಶಿಕ್ಷಣ ನೀತಿ ಜಾರಿಗೆ ತರಲು ಸರ್ಕಾರ ನಿರ್ಧರಿಸಿದೆ. ಶಾಲೆಗಳಲ್ಲಿ ಮೂಲಭೂತ ಸೌಕರ್ಯಗಳನ್ನು ಒದಗಿಸಲು ಆದ್ಯತೆ ನೀಡಲಾಗುವುದು. ಶಿಕ್ಷಕರ ನೇಮಕಾತಿ ಪ್ರಕ್ರಿಯೆಯನ್ನು ಶೀಘ್ರವಾಗಿ ಪೂರ್ಣಗೊಳಿಸಲು ಸೂಚಿಸಲಾಗಿದೆ. ಗ್ರಾಮೀಣ ಪ್ರದೇಶದ ವಿದ್ಯಾರ್ಥಿಗಳಿಗೆ ಗುಣಮಟ್ಟದ ಶಿಕ್ಷಣ ದೊರೆಯುವಂತೆ ಕ್ರಮ ವಹಿಸಬೇಕು ಎಂದು ಅಧಿಕಾರಿಗಳಿಗೆ ನಿರ್ದೇಶನ ನೀಡಿದರು. ಸಭೆಯಲ್ಲಿ ಶಾಲಾ ಶಿಕ್ಷಣ ಸಚಿವರು ಹಾಗೂ ಹಿರಿಯ ಅಧಿಕಾರಿಗಳು ಉಪಸ್ಥಿತರಿದ್ದರು.: [190, 562, 352, 629]
- email-address: EMAIL: bayalusimha@gmail.com: [250, 140, 392, 150]
- photo-minister-visit: [360, 528, 560, 618]
- ad-service-line: ELECTRICAL CONTRACT: [608, 110, 645, 124]
- mobile-numbers: MOB: 9845085793/9035282296: [117, 140, 247, 150]
- ad-badge-icon: [107, 85, 125, 103]
- article-body: ರಾಜ್ಯದಲ್ಲಿ ಹೊಸ ಶಿಕ್ಷಣ ನೀತಿ ರೂಪಿಸಲು ತಜ್ಞರ ಸಮಿತಿ ರಚಿಸಲಾಗುವುದು ಎಂದು ಮುಖ್ಯಮಂತ್ರಿ ಸಿದ್ದರಾಮಯ್ಯ ತಿಳಿಸಿದರು. ಅವರು ಇಂದು ವಿಧಾನಸೌಧದಲ್ಲಿ ಶಿಕ್ಷಣ ಇಲಾಖೆಯ ಪ್ರಗತಿ ಪರಿಶೀಲನಾ ಸಭೆಯ ಅಧ್ಯಕ್ಷತೆ ವಹಿಸಿ ಮಾತನಾಡಿದರು. ರಾಷ್ಟ್ರೀಯ ಶಿಕ್ಷಣ ನೀತಿಯನ್ನು ರದ್ದುಪಡಿಸಿ ರಾಜ್ಯ ಶಿಕ್ಷಣ ನೀತಿ ಜಾರಿಗೆ ತರಲು ಸರ್ಕಾರ ನಿರ್ಧರಿಸಿದೆ. ಶಾಲೆಗಳಲ್ಲಿ ಮೂಲಭೂತ ಸೌಕರ್ಯಗಳನ್ನು ಒದಗಿಸಲು ಆದ್ಯತೆ ನೀಡಲಾಗುವುದು. ಶಿಕ್ಷಕರ ನೇಮಕಾತಿ ಪ್ರಕ್ರಿಯೆಯನ್ನು ಶೀಘ್ರವಾಗಿ ಪೂರ್ಣಗೊಳಿಸಲು ಸೂಚಿಸಲಾಗಿದೆ. ಗ್ರಾಮೀಣ ಪ್ರದೇಶದ ವಿದ್ಯಾರ್ಥಿಗಳಿಗೆ ಗುಣಮಟ್ಟದ ಶಿಕ್ಷಣ ದೊರೆಯುವಂತೆ ಕ್ರಮ ವಹಿಸಬೇಕು ಎಂದು ಅಧಿಕಾರಿಗಳಿಗೆ ನಿರ್ದೇಶನ ನೀಡಿದರು. ಸಭೆಯಲ್ಲಿ ಶಾಲಾ ಶಿಕ್ಷಣ ಸಚಿವರು ಹಾಗೂ ಹಿರಿಯ ಅಧಿಕಾರಿಗಳು ಉಪಸ್ಥಿತರಿದ್ದರು.: [360, 300, 462, 405]
- masthead-daily-label: KANNADA DAILY: [349, 119, 413, 127]
- body-text: ರಾಜ್ಯದಲ್ಲಿ ಹೊಸ ಶಿಕ್ಷಣ ನೀತಿ ರೂಪಿಸಲು ತಜ್ಞರ ಸಮಿತಿ ರಚಿಸಲಾಗುವುದು ಎಂದು ಮುಖ್ಯಮಂತ್ರಿ ಸಿದ್ದರಾಮಯ್ಯ ತಿಳಿಸಿದರು. ಅವರು ಇಂದು ವಿಧಾನಸೌಧದಲ್ಲಿ ಶಿಕ್ಷಣ ಇಲಾಖೆಯ ಪ್ರಗತಿ ಪರಿಶೀಲನಾ ಸಭೆಯ ಅಧ್ಯಕ್ಷತೆ ವಹಿಸಿ ಮಾತನಾಡಿದರು. ರಾಷ್ಟ್ರೀಯ ಶಿಕ್ಷಣ ನೀತಿಯನ್ನು ರದ್ದುಪಡಿಸಿ ರಾಜ್ಯ ಶಿಕ್ಷಣ ನೀತಿ ಜಾರಿಗೆ ತರಲು ಸರ್ಕಾರ ನಿರ್ಧರಿಸಿದೆ. ಶಾಲೆಗಳಲ್ಲಿ ಮೂಲಭೂತ ಸೌಕರ್ಯಗಳನ್ನು ಒದಗಿಸಲು ಆದ್ಯತೆ ನೀಡಲಾಗುವುದು. ಶಿಕ್ಷಕರ ನೇಮಕಾತಿ ಪ್ರಕ್ರಿಯೆಯನ್ನು ಶೀಘ್ರವಾಗಿ ಪೂರ್ಣಗೊಳಿಸಲು ಸೂಚಿಸಲಾಗಿದೆ. ಗ್ರಾಮೀಣ ಪ್ರದೇಶದ ವಿದ್ಯಾರ್ಥಿಗಳಿಗೆ ಗುಣಮಟ್ಟದ ಶಿಕ್ಷಣ ದೊರೆಯುವಂತೆ ಕ್ರಮ ವಹಿಸಬೇಕು ಎಂದು ಅಧಿಕಾರಿಗಳಿಗೆ ನಿರ್ದೇಶನ ನೀಡಿದರು. ಸಭೆಯಲ್ಲಿ ಶಾಲಾ ಶಿಕ್ಷಣ ಸಚಿವರು ಹಾಗೂ ಹಿರಿಯ ಅಧಿಕಾರಿಗಳು ಉಪಸ್ಥಿತರಿದ್ದರು.: [34, 882, 136, 987]
- page-number: PAGE: 4: [593, 140, 629, 150]
- dateline: ಬೆಂಗಳೂರು, ಆಗಸ್ಟ್ 21:: [34, 332, 88, 338]
- dateline: ಬೆಂಗಳೂರು, ಆ.21:: [34, 488, 77, 494]
- photo-stage-event: [34, 676, 196, 786]
- headline-education-policy: ಹೊಸ ಶಿಕ್ಷಣ ನೀತಿ ರೂಪಿಸಲು ಸಮಿತಿ ರಚನೆ: ಮುಖ್ಯಮಂತ್ರಿ ಸಿದ್ದರಾಮಯ್ಯ: [34, 157, 345, 198]
- ad-service-line: SLN WATER SUPPLY: [608, 86, 669, 92]
- headline-scientific-temper: ವೈಜ್ಞಾನಿಕ ಮನೋಭಾವದ ಪದವೀಧರರನ್ನು ಸಜ್ಜುಗೊಳಿಸಿ: ಸಿಎಂ ಸಿದ್ದರಾಮಯ್ಯ: [360, 743, 641, 778]
- article-body: [360, 622, 458, 734]
- right-advertisement: [561, 58, 681, 132]
- divider: [360, 738, 680, 739]
- headline-yeshwanthpur-grant: ಯಶವಂತಪುರ ಕ್ಷೇತ್ರಕ್ಕೆ ಭರ್ಜರಿ ಅನುದಾನ: [360, 504, 680, 528]
- ad-person-photo: [565, 85, 605, 129]
- masthead: [138, 36, 558, 136]
- column-divider: [356, 156, 357, 1012]
